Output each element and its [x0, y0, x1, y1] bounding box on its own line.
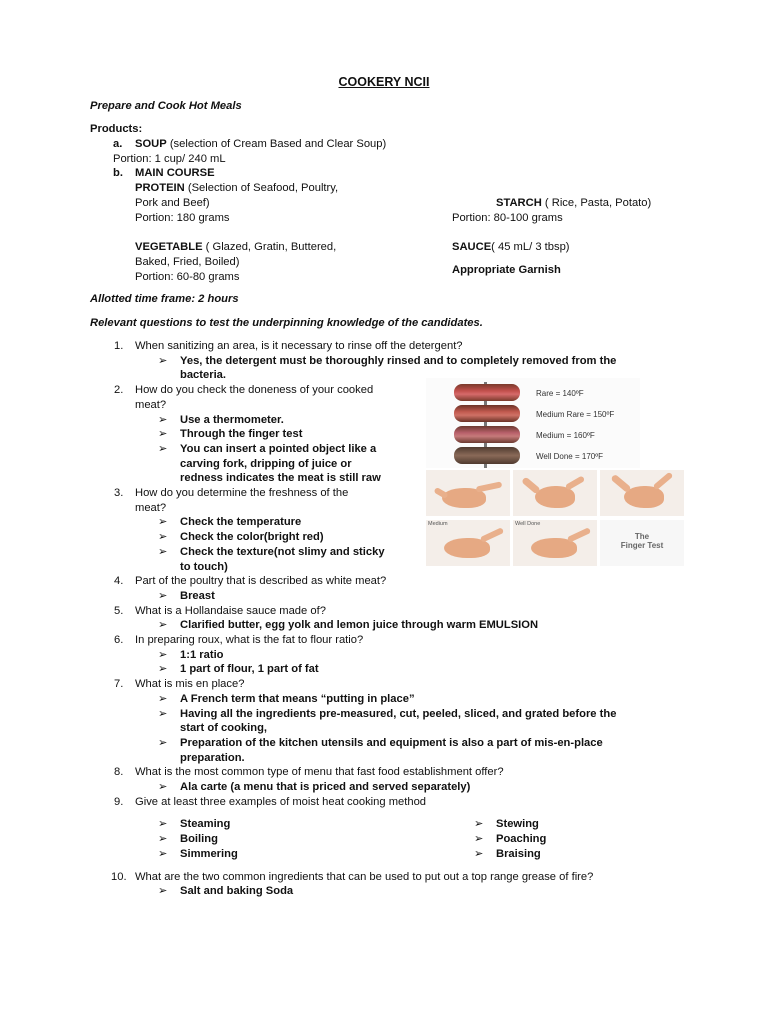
soup-line [113, 137, 387, 152]
finger-test-title-1: The [634, 532, 650, 541]
subtitle: Prepare and Cook Hot Meals [90, 100, 242, 112]
answer-text: A French term that means “putting in place” [180, 692, 415, 705]
answer-text: preparation. [180, 751, 245, 764]
answer-text: Through the finger test [180, 428, 303, 441]
bullet-arrow-icon: ➢ [158, 648, 168, 661]
soup-portion: Portion: 1 cup/ 240 mL [113, 153, 226, 165]
bullet-arrow-icon: ➢ [158, 692, 168, 705]
question-number: 9. [114, 795, 124, 808]
moist-heat-method: Boiling [180, 833, 218, 846]
temp-well-done: Well Done = 170ºF [536, 452, 604, 461]
answer-text: Having all the ingredients pre-measured, cut, peeled, sliced, and grated before the [180, 707, 617, 720]
main-course-letter: b. [113, 167, 123, 179]
temp-rare: Rare = 140ºF [536, 389, 584, 398]
bullet-arrow-icon: ➢ [158, 442, 168, 455]
answer-text: Check the texture(not slimy and sticky [180, 545, 385, 558]
question-number: 8. [114, 766, 124, 779]
vegetable-line: VEGETABLE ( Glazed, Gratin, Buttered, [135, 241, 337, 253]
soup-name: SOUP (selection of Cream Based and Clear Soup) [135, 138, 387, 150]
question-number: 2. [114, 384, 124, 397]
question-text: When sanitizing an area, is it necessary to rinse off the detergent? [135, 340, 463, 352]
bullet-arrow-icon: ➢ [474, 833, 484, 846]
question-text: Give at least three examples of moist heat cooking method [135, 795, 427, 808]
question-text: What is mis en place? [135, 678, 245, 691]
answer-text: carving fork, dripping of juice or [180, 457, 352, 470]
protein-desc: Pork and Beef) [135, 197, 210, 209]
moist-heat-method: Braising [496, 847, 541, 860]
moist-heat-method: Steaming [180, 818, 231, 831]
finger-test-title-2: Finger Test [620, 541, 664, 550]
vegetable-desc: Baked, Fried, Boiled) [135, 256, 240, 268]
answer-text: start of cooking, [180, 722, 268, 735]
answer-text: Check the color(bright red) [180, 531, 324, 544]
bullet-arrow-icon: ➢ [158, 736, 168, 749]
page-title: COOKERY NCII [338, 75, 430, 89]
question-number: 5. [114, 604, 124, 617]
moist-heat-method: Simmering [180, 847, 238, 860]
answer-text: Preparation of the kitchen utensils and equipment is also a part of mis-en-place [180, 736, 603, 749]
question-text: Part of the poultry that is described as white meat? [135, 575, 387, 588]
temp-medium: Medium = 160ºF [536, 431, 595, 440]
steak-doneness-chart [426, 378, 640, 468]
question-text: In preparing roux, what is the fat to flour ratio? [135, 634, 364, 646]
question-number: 1. [114, 340, 124, 352]
bullet-arrow-icon: ➢ [158, 428, 168, 441]
bullet-arrow-icon: ➢ [158, 818, 168, 831]
garnish: Appropriate Garnish [452, 264, 561, 276]
question-number: 4. [114, 575, 124, 588]
bullet-arrow-icon: ➢ [158, 847, 168, 860]
moist-heat-method: Poaching [496, 833, 547, 846]
steak-well-done [454, 447, 520, 464]
time-frame: Allotted time frame: 2 hours [90, 293, 239, 305]
bullet-arrow-icon: ➢ [474, 818, 484, 831]
bullet-arrow-icon: ➢ [158, 885, 168, 898]
vegetable-portion: Portion: 60-80 grams [135, 271, 240, 283]
question-text: How do you determine the freshness of the [135, 487, 349, 499]
protein-line: PROTEIN (Selection of Seafood, Poultry, [135, 182, 339, 194]
answer-text: Breast [180, 589, 215, 602]
finger-label-medium: Medium [428, 521, 448, 527]
products-label: Products: [90, 123, 143, 135]
question-number: 10. [111, 870, 127, 883]
finger-test-caption [600, 520, 684, 566]
answer-text: Ala carte (a menu that is priced and served separately) [180, 781, 471, 793]
finger-test-image [426, 470, 686, 566]
question-number: 7. [114, 678, 124, 691]
bullet-arrow-icon: ➢ [158, 516, 168, 529]
bullet-arrow-icon: ➢ [158, 781, 168, 793]
bullet-arrow-icon: ➢ [158, 619, 168, 632]
answer-text: bacteria. [180, 369, 227, 382]
question-text: meat? [135, 501, 167, 514]
hand-raw [426, 470, 510, 516]
hand-rare [513, 470, 597, 516]
bullet-arrow-icon: ➢ [158, 833, 168, 846]
question-number: 6. [114, 634, 124, 646]
soup-letter: a. [113, 138, 123, 150]
questions-heading: Relevant questions to test the underpinning knowledge of the candidates. [90, 317, 483, 329]
answer-text: 1 part of flour, 1 part of fat [180, 663, 319, 676]
bullet-arrow-icon: ➢ [158, 354, 168, 367]
main-course-name: MAIN COURSE [135, 167, 215, 179]
answer-text: You can insert a pointed object like a [180, 442, 377, 455]
bullet-arrow-icon: ➢ [158, 589, 168, 602]
bullet-arrow-icon: ➢ [158, 531, 168, 544]
question-text: What are the two common ingredients that can be used to put out a top range grease of fire? [135, 870, 594, 883]
answer-text: Check the temperature [180, 516, 302, 529]
answer-text: redness indicates the meat is still raw [180, 472, 381, 485]
answer-text: Yes, the detergent must be thoroughly rinsed and to completely removed from the [180, 354, 617, 367]
answer-text: Use a thermometer. [180, 413, 284, 426]
hand-well-done [513, 520, 597, 566]
starch-portion: Portion: 80-100 grams [452, 212, 563, 224]
question-text: How do you check the doneness of your cooked [135, 384, 374, 397]
question-text: What is a Hollandaise sauce made of? [135, 604, 326, 617]
protein-portion: Portion: 180 grams [135, 212, 230, 224]
question-number: 3. [114, 487, 124, 499]
temp-medium-rare: Medium Rare = 150ºF [536, 410, 615, 419]
answer-text: Salt and baking Soda [180, 885, 294, 898]
bullet-arrow-icon: ➢ [158, 663, 168, 676]
bullet-arrow-icon: ➢ [158, 413, 168, 426]
answer-text: Clarified butter, egg yolk and lemon juice through warm EMULSION [180, 619, 539, 632]
steak-medium-rare [454, 405, 520, 422]
steak-medium [454, 426, 520, 443]
question-text: What is the most common type of menu that fast food establishment offer? [135, 766, 504, 779]
steak-rare [454, 384, 520, 401]
bullet-arrow-icon: ➢ [158, 545, 168, 558]
finger-label-well-done: Well Done [515, 521, 541, 527]
question-text: meat? [135, 398, 167, 411]
answer-text: 1:1 ratio [180, 648, 224, 661]
starch-line: STARCH ( Rice, Pasta, Potato) [496, 197, 652, 209]
hand-medium-rare [600, 470, 684, 516]
bullet-arrow-icon: ➢ [158, 707, 168, 720]
moist-heat-method: Stewing [496, 818, 539, 831]
sauce-line: SAUCE( 45 mL/ 3 tbsp) [452, 241, 570, 253]
answer-text: to touch) [180, 560, 228, 573]
bullet-arrow-icon: ➢ [474, 847, 484, 860]
hand-medium [426, 520, 510, 566]
